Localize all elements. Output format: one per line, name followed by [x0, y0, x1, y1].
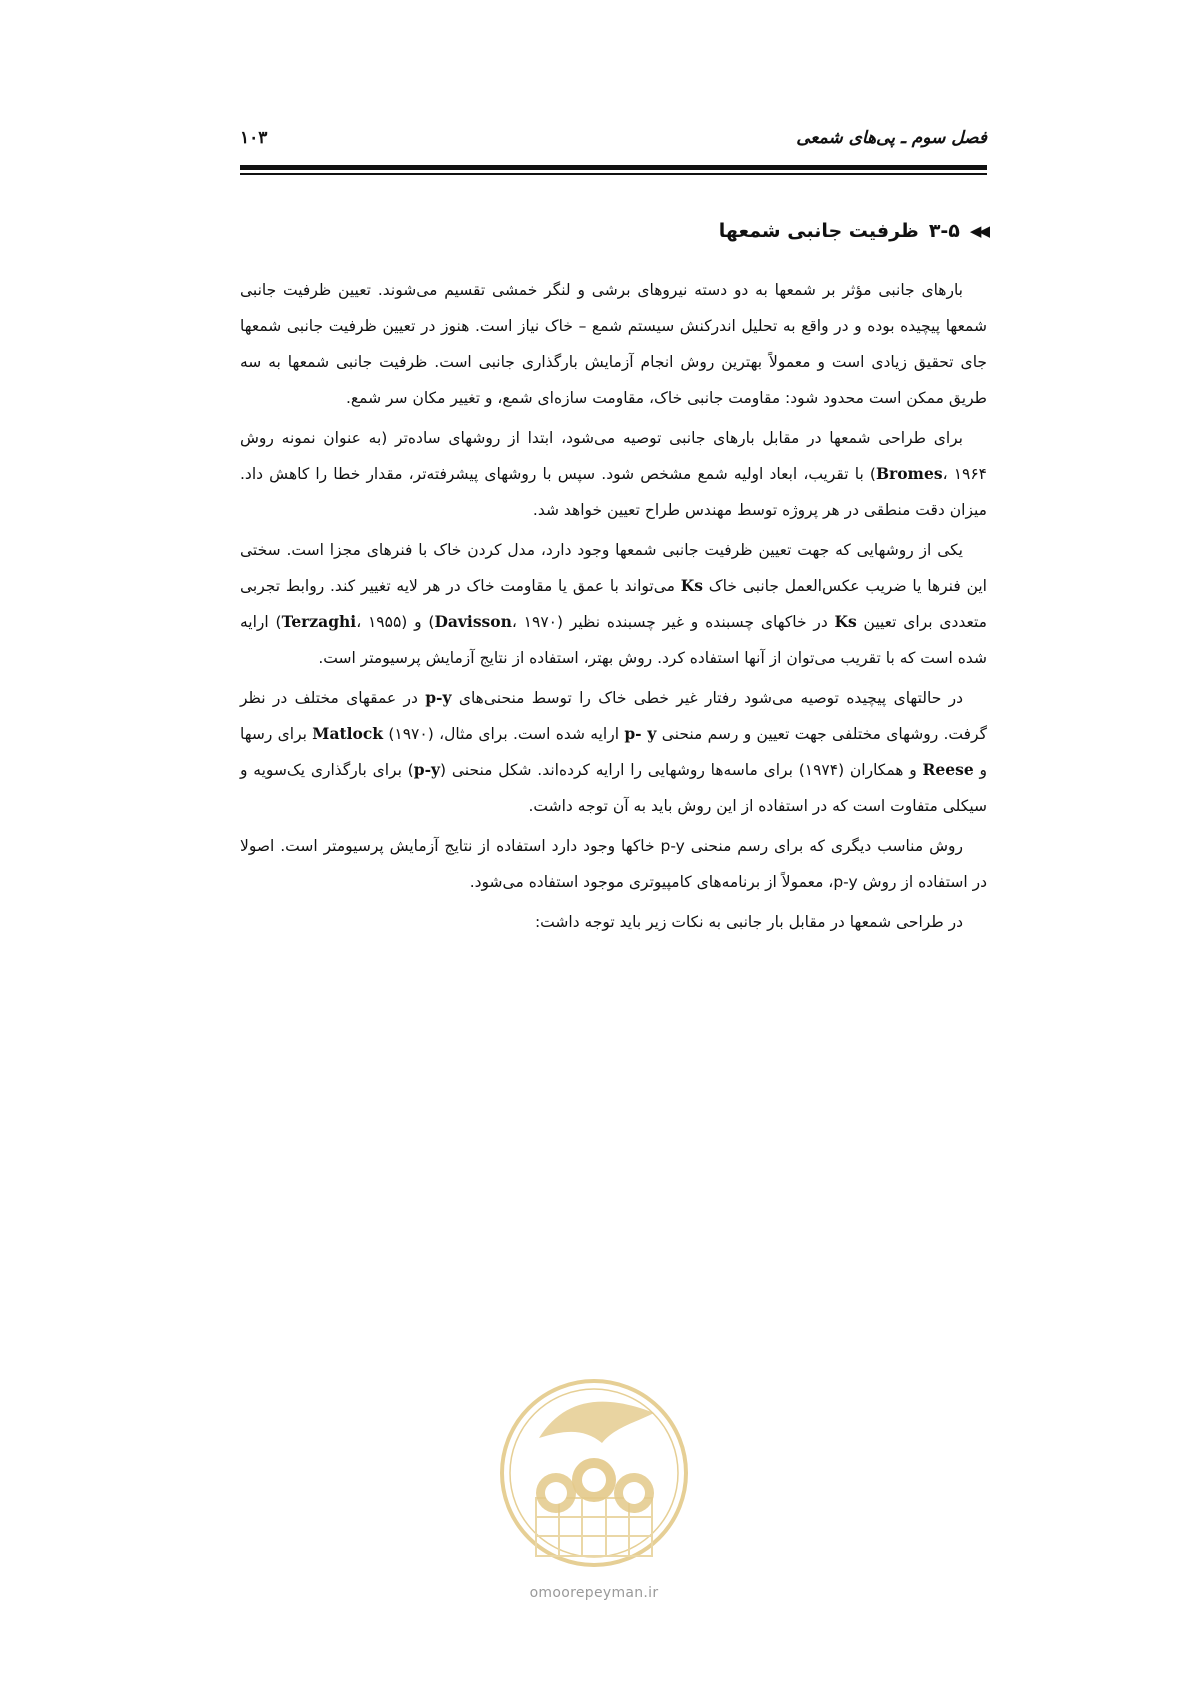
latin-term: Davisson: [434, 612, 512, 631]
paragraph: [240, 828, 987, 900]
paragraph-text: در خاکهای چسبنده و غیر چسبنده نظیر (: [556, 613, 835, 631]
latin-term: Matlock: [312, 724, 384, 743]
paragraph: [240, 272, 987, 416]
paragraph: [240, 532, 987, 676]
latin-term: p-y: [425, 688, 452, 707]
paragraph-text: بارهای جانبی مؤثر بر شمعها به دو دسته نیروهای برشی و لنگر خمشی تقسیم می‌شوند. تعیین ظرفیت جانبی شمعها پیچیده بوده و در واقع به تحلیل اندرکنش سیستم شمع – خاک نیاز است. هنوز در تعیین ظرفیت جانبی شمعها جای تحقیق زیادی است و معمولاً بهترین روش انجام آزمایش بارگذاری جانبی است. ظرفیت جانبی شمعها به سه طریق ممکن است محدود شود: مقاومت جانبی خاک، مقاومت سازه‌ای شمع، و تغییر مکان سر شمع.: [240, 281, 987, 407]
body-text: [240, 272, 987, 944]
paragraph-text: می‌تواند با عمق یا مقاومت خاک در هر لایه تغییر کند. روابط تجربی متعددی برای تعیین: [240, 577, 987, 631]
paragraph-text: ) برای بارگذاری یک‌سویه و سیکلی متفاوت است که در استفاده از این روش باید به آن توجه داشت.: [240, 761, 987, 815]
page-number: ۱۰۳: [240, 128, 268, 148]
latin-term: Reese: [922, 760, 974, 779]
section-heading: [719, 220, 987, 242]
header-rule-thick: [240, 165, 987, 170]
paragraph-text: ، ۱۹۶۴) با تقریب، ابعاد اولیه شمع مشخص شود. سپس با روشهای پیشرفته‌تر، مقدار خطا را کاهش داد. میزان دقت منطقی در هر پروژه توسط مهندس طراح تعیین خواهد شد.: [240, 465, 988, 519]
paragraph: [240, 904, 987, 940]
paragraph-text: در حالتهای پیچیده توصیه می‌شود رفتار غیر خطی خاک را توسط منحنی‌های: [451, 689, 963, 707]
watermark-url: omoorepeyman.ir: [529, 1585, 659, 1601]
section-number: ۳-۵: [928, 220, 960, 242]
paragraph: [240, 680, 987, 824]
paragraph-text: ارایه شده است. برای مثال،: [433, 725, 625, 743]
paragraph-text: و همکاران (۱۹۷۴) برای ماسه‌ها روشهایی را ارایه کرده‌اند. شکل منحنی (: [440, 761, 923, 779]
latin-term: p-y: [413, 760, 441, 779]
running-header: [240, 128, 987, 152]
logo-calligraphy: [539, 1402, 654, 1443]
latin-term: Ks: [834, 612, 857, 631]
paragraph-text: برای طراحی شمعها در مقابل بارهای جانبی توصیه می‌شود، ابتدا از روشهای ساده‌تر (به عنوان نمونه روش: [240, 429, 963, 447]
section-title: ظرفیت جانبی شمعها: [718, 220, 919, 242]
watermark-logo: [484, 1368, 704, 1578]
chapter-title: فصل سوم ـ پی‌های شمعی: [796, 128, 987, 148]
paragraph-text: ، ۱۹۵۵) ارایه شده است که با تقریب می‌توان از آنها استفاده کرد. روش بهتر، استفاده از نتایج آزمایش پرسیومتر است.: [240, 613, 987, 667]
latin-term: p- y: [624, 724, 657, 743]
double-chevron-icon: ◀◀: [969, 222, 987, 240]
latin-term: Terzaghi: [281, 612, 357, 631]
paragraph-text: در طراحی شمعها در مقابل بار جانبی به نکات زیر باید توجه داشت:: [534, 913, 963, 931]
paragraph-text: یکی از روشهایی که جهت تعیین ظرفیت جانبی شمعها وجود دارد، مدل کردن خاک با فنرهای مجزا است. سختی این فنرها یا ضریب عکس‌العمل جانبی خاک: [240, 541, 987, 595]
header-rule-thin: [240, 173, 987, 175]
paragraph: [240, 420, 987, 528]
paragraph-text: (۱۹۷۰) برای رسها و: [240, 725, 988, 779]
paragraph-text: ، ۱۹۷۰) و (: [401, 613, 557, 631]
paragraph-text: روش مناسب دیگری که برای رسم منحنی p-y خاکها وجود دارد استفاده از نتایج آزمایش پرسیومتر است. اصولا در استفاده از روش p-y، معمولاً از برنامه‌های کامپیوتری موجود استفاده می‌شود.: [240, 837, 987, 891]
latin-term: Ks: [680, 576, 703, 595]
latin-term: Bromes: [875, 464, 943, 483]
paragraph-text: در عمقهای مختلف در نظر گرفت. روشهای مختلفی جهت تعیین و رسم منحنی: [240, 689, 987, 743]
